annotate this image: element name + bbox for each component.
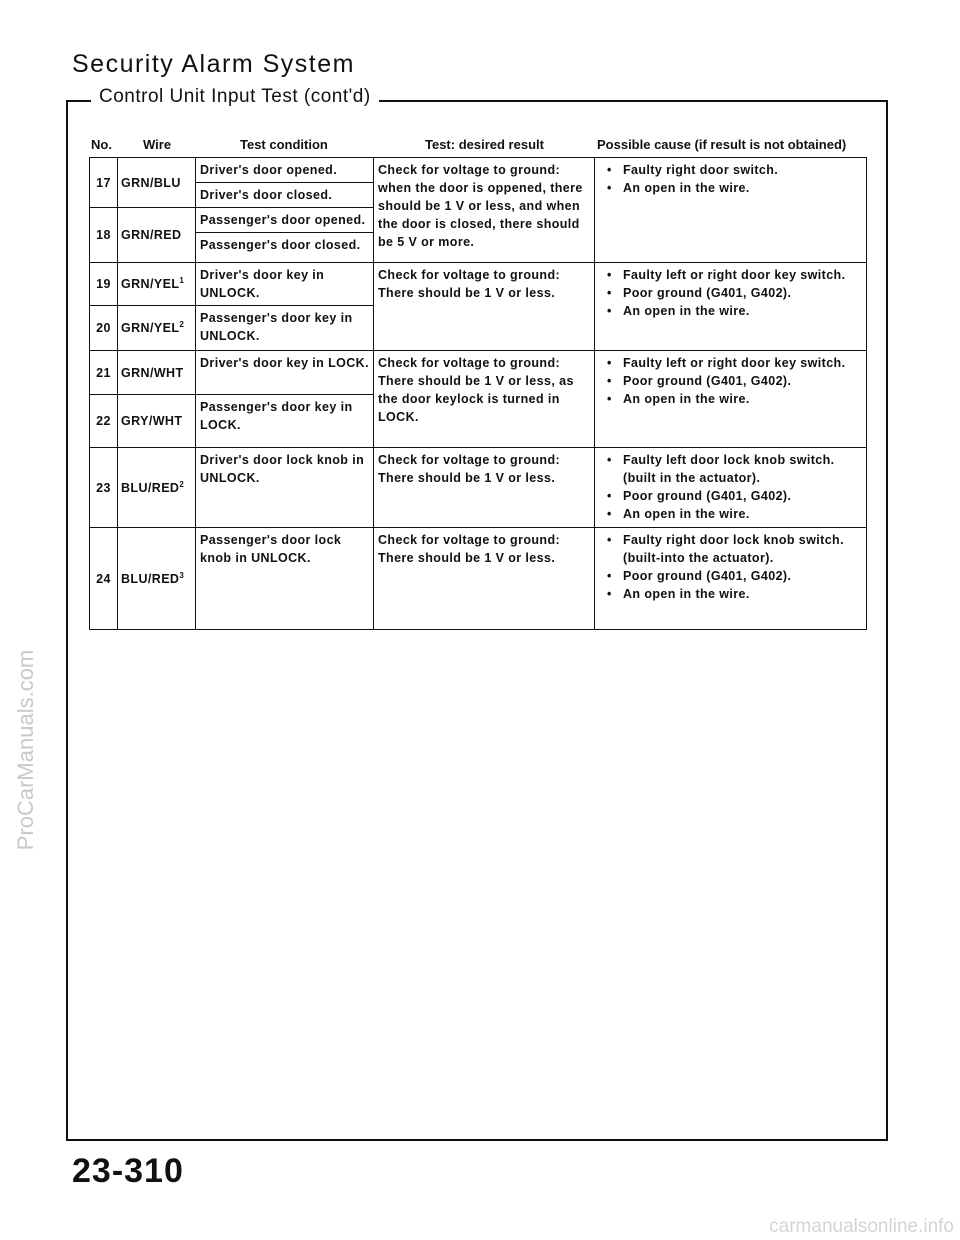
desired-result: Check for voltage to ground: There should be 1 V or less. (374, 528, 595, 630)
cause-item: • Poor ground (G401, G402). (603, 567, 862, 585)
wire-label: GRN/YEL (121, 277, 180, 291)
cause-item: • Faulty left door lock knob switch. (built in the actuator). (603, 451, 862, 487)
wire-label: GRY/WHT (121, 414, 183, 428)
wire-footnote-mark: 3 (179, 570, 185, 580)
cause-item: • An open in the wire. (603, 505, 862, 523)
section-title: Control Unit Input Test (cont'd) (91, 86, 379, 108)
wire-label: GRN/BLU (121, 175, 181, 190)
wire-color (118, 351, 196, 395)
test-condition: Driver's door opened. (196, 158, 374, 183)
cause-item: • An open in the wire. (603, 585, 862, 603)
watermark-bottom: carmanualsonline.info (769, 1216, 954, 1237)
wire-label: GRN/WHT (121, 365, 184, 380)
test-condition: Driver's door key in LOCK. (196, 351, 374, 395)
row-number: 18 (90, 208, 118, 263)
cause-list (599, 161, 862, 197)
wire-label: GRN/YEL (121, 321, 180, 335)
cause-item: • Poor ground (G401, G402). (603, 487, 862, 505)
cause-item: • An open in the wire. (603, 302, 862, 320)
header-wire: Wire (143, 137, 172, 152)
cause-list (599, 266, 862, 320)
wire-footnote-mark: 2 (179, 479, 185, 489)
wire-color (118, 306, 196, 351)
possible-cause (595, 158, 867, 263)
cause-list (599, 451, 862, 523)
wire-color (118, 208, 196, 263)
watermark-side: ProCarManuals.com (13, 649, 38, 851)
cause-item: • Faulty right door lock knob switch. (built-into the actuator). (603, 531, 862, 567)
possible-cause (595, 528, 867, 630)
table-row (90, 263, 867, 306)
test-condition: Passenger's door closed. (196, 233, 374, 263)
header-no: No. (91, 137, 112, 152)
wire-color (118, 158, 196, 208)
possible-cause (595, 351, 867, 448)
desired-result: Check for voltage to ground: There should be 1 V or less. (374, 263, 595, 351)
cause-item: • Poor ground (G401, G402). (603, 372, 862, 390)
cause-item: • An open in the wire. (603, 390, 862, 408)
row-number: 20 (90, 306, 118, 351)
cause-item: • Faulty left or right door key switch. (603, 354, 862, 372)
wire-footnote-mark: 2 (179, 319, 185, 329)
test-condition: Passenger's door key in LOCK. (196, 395, 374, 448)
wire-color (118, 448, 196, 528)
page-title: Security Alarm System (72, 50, 355, 78)
table-row (90, 448, 867, 528)
wire-color (118, 528, 196, 630)
cause-list (599, 531, 862, 603)
desired-result: Check for voltage to ground: There should be 1 V or less, as the door keylock is turned in LOCK. (374, 351, 595, 448)
cause-item: • Faulty left or right door key switch. (603, 266, 862, 284)
wire-label: BLU/RED (121, 480, 180, 495)
wire-color (118, 395, 196, 448)
test-condition: Passenger's door opened. (196, 208, 374, 233)
cause-list (599, 354, 862, 408)
wire-label: BLU/RED (121, 571, 180, 586)
cause-item: • An open in the wire. (603, 179, 862, 197)
test-condition: Passenger's door lock knob in UNLOCK. (196, 528, 374, 630)
desired-result: Check for voltage to ground: There should be 1 V or less. (374, 448, 595, 528)
table-row (90, 158, 867, 183)
cause-item: • Poor ground (G401, G402). (603, 284, 862, 302)
possible-cause (595, 263, 867, 351)
test-condition: Driver's door closed. (196, 183, 374, 208)
row-number: 19 (90, 263, 118, 306)
wire-footnote-mark: 1 (179, 275, 185, 285)
table-row (90, 351, 867, 395)
header-test-condition: Test condition (240, 137, 328, 152)
possible-cause (595, 448, 867, 528)
test-condition: Passenger's door key in UNLOCK. (196, 306, 374, 351)
wire-label: GRN/RED (121, 228, 182, 242)
header-desired-result: Test: desired result (425, 137, 544, 152)
test-condition: Driver's door key in UNLOCK. (196, 263, 374, 306)
row-number: 22 (90, 395, 118, 448)
test-condition: Driver's door lock knob in UNLOCK. (196, 448, 374, 528)
wire-color (118, 263, 196, 306)
row-number: 24 (90, 528, 118, 630)
row-number: 23 (90, 448, 118, 528)
desired-result: Check for voltage to ground: when the door is oppened, there should be 1 V or less, and when the door is closed, there should be 5 V or more. (374, 158, 595, 263)
table-row (90, 528, 867, 630)
test-table (89, 157, 867, 630)
row-number: 17 (90, 158, 118, 208)
cause-item: • Faulty right door switch. (603, 161, 862, 179)
page-number: 23-310 (72, 1152, 184, 1190)
row-number: 21 (90, 351, 118, 395)
header-possible-cause: Possible cause (if result is not obtained) (597, 137, 847, 152)
